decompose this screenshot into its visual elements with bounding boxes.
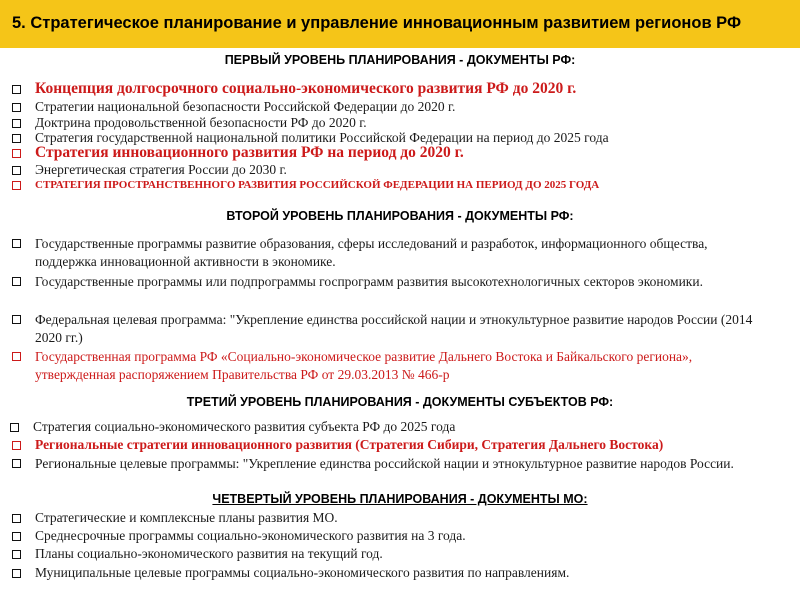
list-item [12,177,782,193]
item-text: Государственные программы или подпрограммы госпрограмм развития высокотехнологичных секторов экономики. [35,274,703,289]
section-heading-1: ПЕРВЫЙ УРОВЕНЬ ПЛАНИРОВАНИЯ - ДОКУМЕНТЫ РФ: [224,53,576,67]
checkbox-bullet-icon [12,514,21,523]
checkbox-bullet-icon [12,459,21,468]
list-item [12,510,782,526]
list-item [12,546,782,562]
item-text: СТРАТЕГИЯ ПРОСТРАНСТВЕННОГО РАЗВИТИЯ РОССИЙСКОЙ ФЕДЕРАЦИИ НА ПЕРИОД ДО 2025 ГОДА [35,179,600,191]
list-item [12,455,782,473]
list-item [12,273,782,291]
item-text: Стратегии национальной безопасности Российской Федерации до 2020 г. [35,99,456,114]
item-text: Государственные программы развитие образования, сферы исследований и разработок, информационного общества, поддержка инновационной активности в экономике. [35,236,708,269]
section-heading-3: ТРЕТИЙ УРОВЕНЬ ПЛАНИРОВАНИЯ - ДОКУМЕНТЫ СУБЪЕКТОВ РФ: [186,395,614,409]
item-text: Муниципальные целевые программы социально-экономического развития по направлениям. [35,565,570,580]
item-text: Планы социально-экономического развития на текущий год. [35,546,383,561]
list-item [12,115,782,131]
list-item [12,311,782,347]
list-item [12,565,782,581]
checkbox-bullet-icon [12,441,21,450]
list-item [12,81,782,97]
item-text: Стратегия социально-экономического развития субъекта РФ до 2025 года [33,419,456,434]
checkbox-bullet-icon [12,134,21,143]
item-text: Государственная программа РФ «Социально-экономическое развитие Дальнего Востока и Байкальского региона», утвержденная распоряжением Правительства РФ от 29.03.2013 № 466-р [35,349,693,382]
checkbox-bullet-icon [12,277,21,286]
page-title: 5. Стратегическое планирование и управление инновационным развитием регионов РФ [12,14,742,32]
item-text: Доктрина продовольственной безопасности РФ до 2020 г. [35,115,367,130]
checkbox-bullet-icon [12,149,21,158]
item-text: Стратегические и комплексные планы развития МО. [35,510,338,525]
checkbox-bullet-icon [12,315,21,324]
item-text: Энергетическая стратегия России до 2030 г. [35,162,287,177]
checkbox-bullet-icon [12,352,21,361]
checkbox-bullet-icon [12,239,21,248]
checkbox-bullet-icon [12,532,21,541]
list-item [10,419,780,435]
list-item [12,348,782,384]
list-item [12,437,782,453]
item-text: Среднесрочные программы социально-экономического развития на 3 года. [35,528,466,543]
title-banner [0,0,800,48]
list-item [12,235,782,271]
list-item [12,99,782,115]
item-text: Стратегия инновационного развития РФ на период до 2020 г. [35,144,464,161]
item-text: Региональные стратегии инновационного развития (Стратегия Сибири, Стратегия Дальнего Востока) [35,437,664,452]
checkbox-bullet-icon [12,550,21,559]
list-item [12,528,782,544]
item-text: Стратегия государственной национальной политики Российской Федерации на период до 2025 года [35,130,609,145]
list-item [12,162,782,178]
checkbox-bullet-icon [10,423,19,432]
item-text: Концепция долгосрочного социально-экономического развития РФ до 2020 г. [35,80,577,97]
checkbox-bullet-icon [12,119,21,128]
checkbox-bullet-icon [12,569,21,578]
checkbox-bullet-icon [12,85,21,94]
checkbox-bullet-icon [12,166,21,175]
section-heading-4: ЧЕТВЕРТЫЙ УРОВЕНЬ ПЛАНИРОВАНИЯ - ДОКУМЕНТЫ МО: [212,492,588,506]
item-text: Федеральная целевая программа: "Укрепление единства российской нации и этнокультурное развитие народов России (2014 2020 гг.) [35,312,753,345]
checkbox-bullet-icon [12,181,21,190]
section-heading-2: ВТОРОЙ УРОВЕНЬ ПЛАНИРОВАНИЯ - ДОКУМЕНТЫ РФ: [226,209,574,223]
list-item [12,145,782,161]
item-text: Региональные целевые программы: "Укрепление единства российской нации и этнокультурное развитие народов России. [35,456,734,471]
checkbox-bullet-icon [12,103,21,112]
